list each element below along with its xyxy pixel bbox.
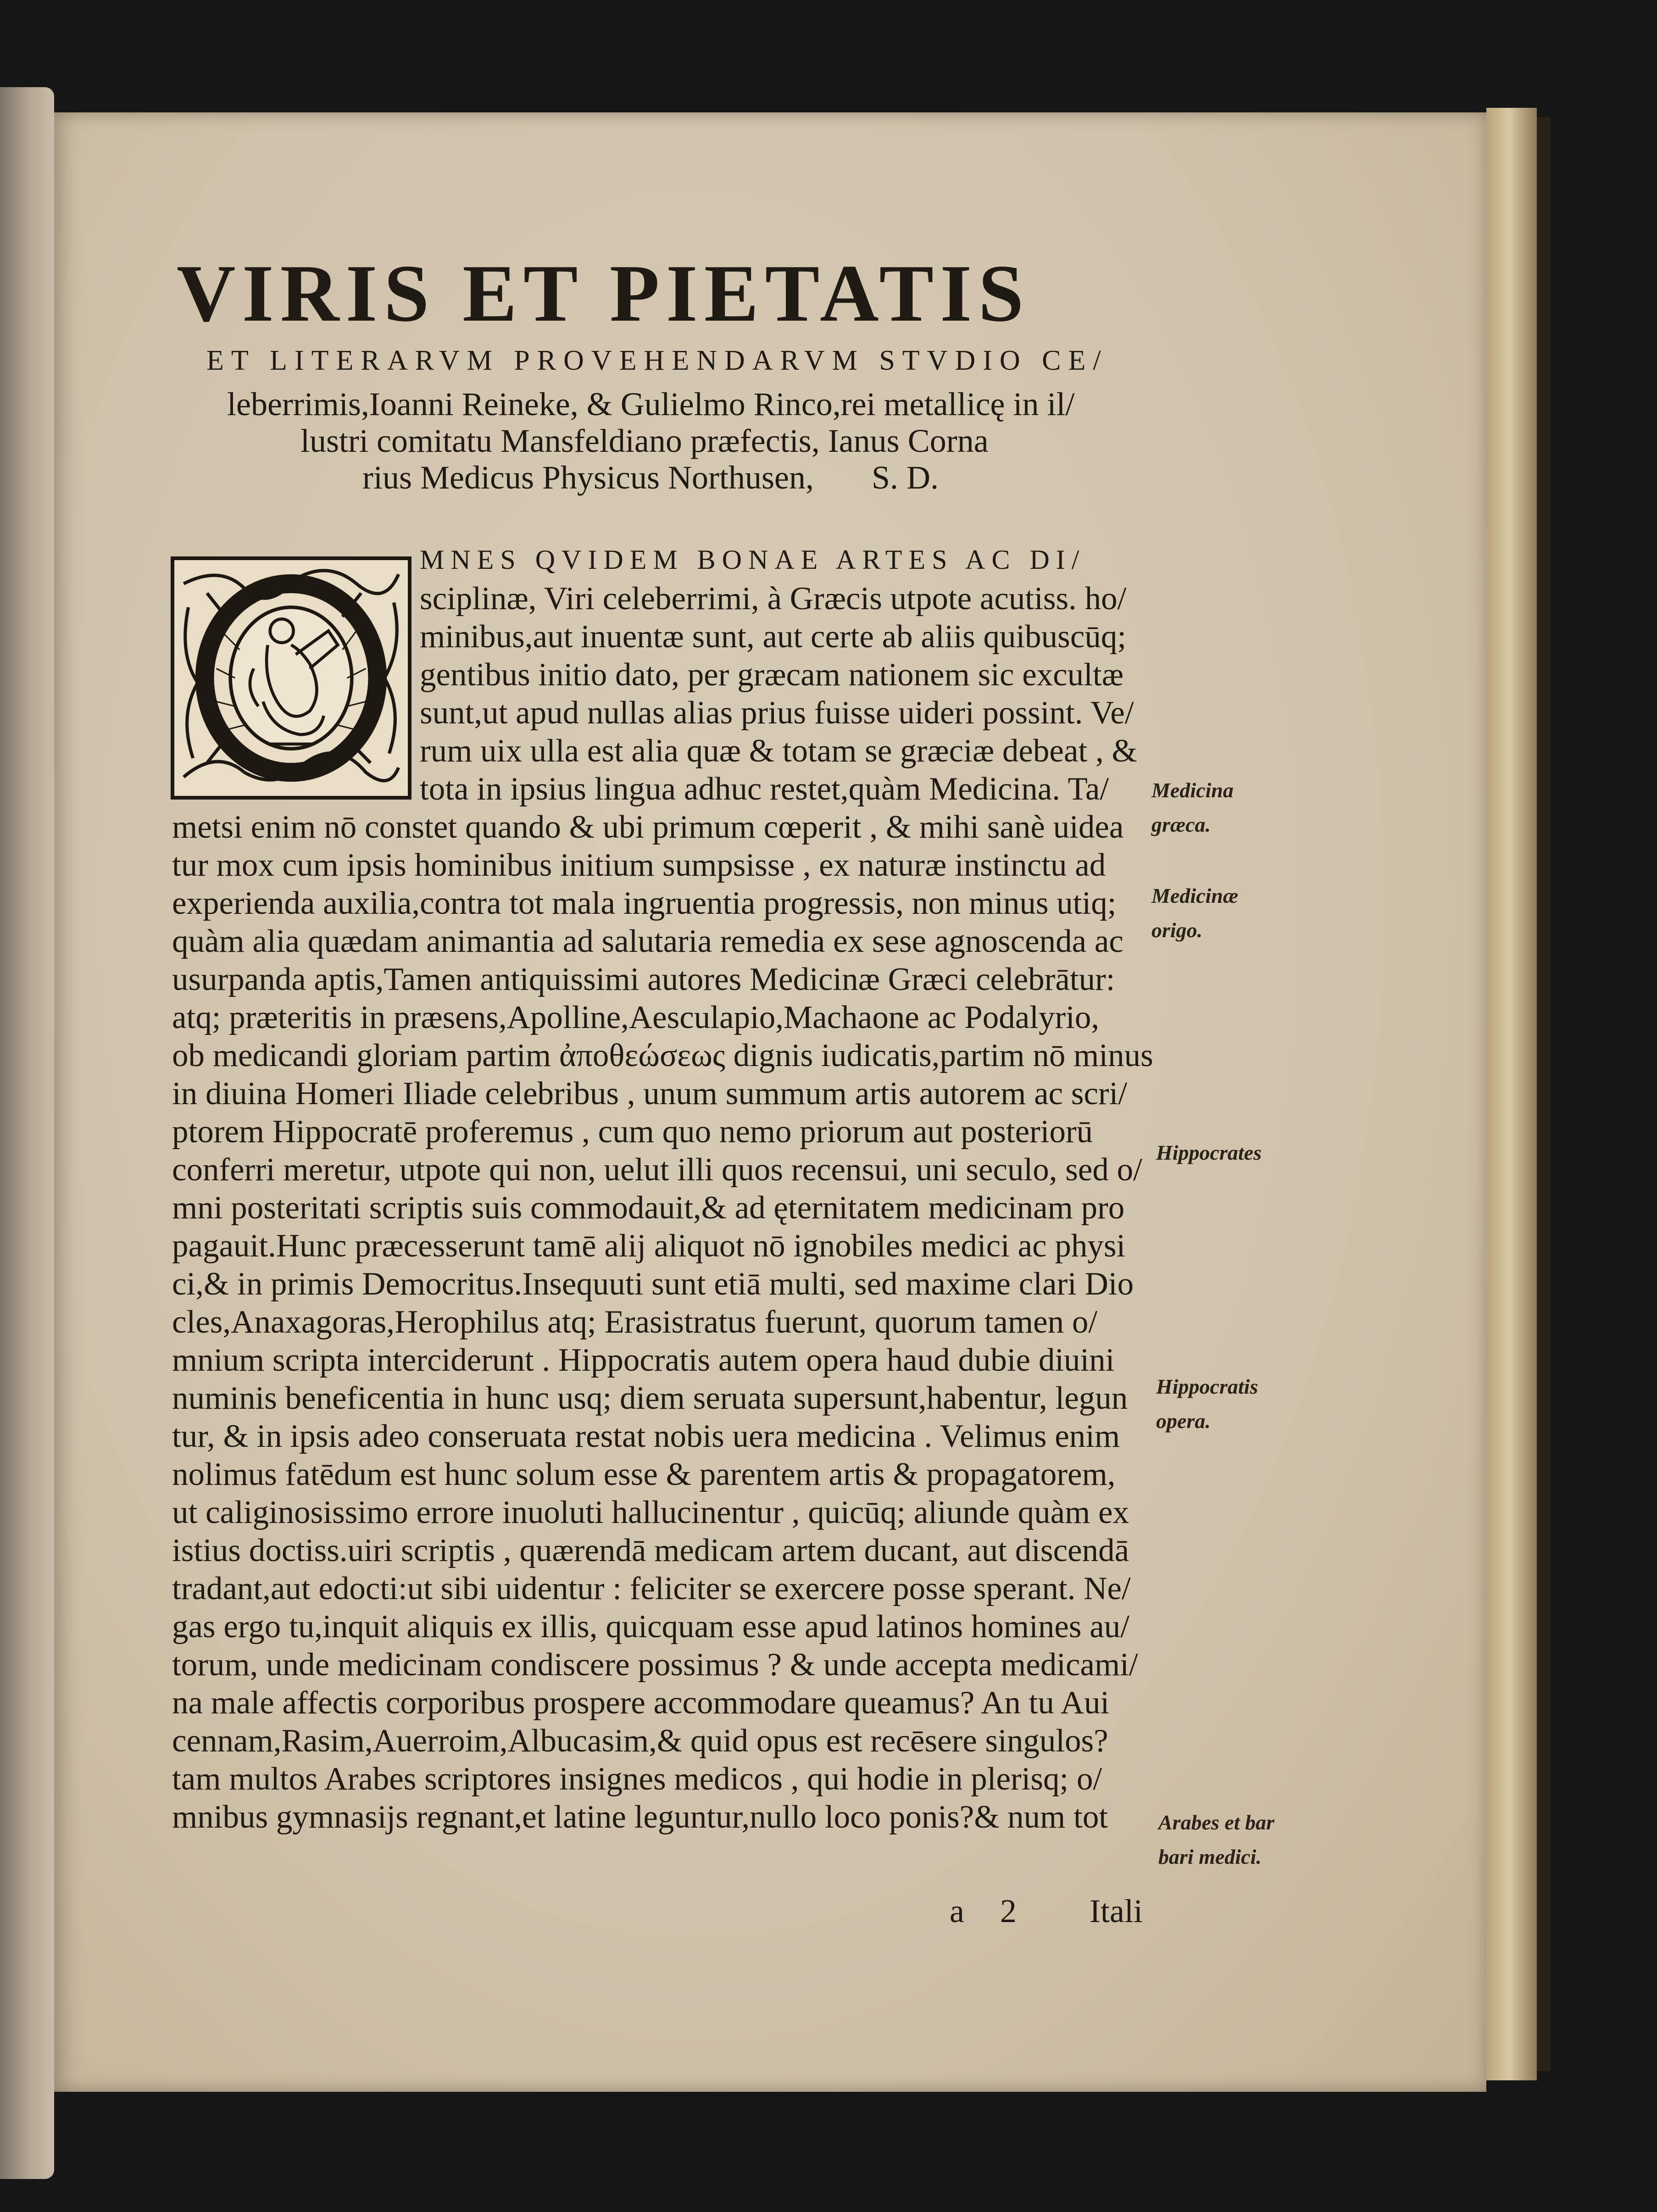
text-line-29: torum, unde medicinam condiscere possimus ? & unde accepta medicami/ (172, 1647, 1138, 1683)
woodcut-initial-icon (174, 560, 408, 796)
text-line-12: atq; præteritis in præsens,Apolline,Aesculapio,Machaone ac Podalyrio, (172, 1000, 1100, 1035)
text-line-26: istius doctiss.uiri scriptis , quærendā medicam artem ducant, aut discendā (172, 1533, 1129, 1568)
text-line-11: usurpanda aptis,Tamen antiquissimi autores Medicinæ Græci celebrātur: (172, 961, 1115, 997)
text-line-21: mnium scripta interciderunt . Hippocratis autem opera haud dubie diuini (172, 1342, 1115, 1378)
title-subline: ET LITERARVM PROVEHENDARVM STVDIO CE/ (206, 345, 1108, 376)
book-cover-edge (1486, 108, 1537, 2080)
text-line-31: cennam,Rasim,Auerroim,Albucasim,& quid opus est recēsere singulos? (172, 1723, 1108, 1759)
text-line-24: nolimus fatēdum est hunc solum esse & parentem artis & propagatorem, (172, 1456, 1116, 1492)
cover-shadow (1537, 117, 1551, 2071)
text-line-9: experienda auxilia,contra tot mala ingruentia progressis, non minus utiq; (172, 885, 1117, 921)
signature-mark: a 2 (950, 1893, 1030, 1929)
text-line-33: mnibus gymnasijs regnant,et latine leguntur,nullo loco ponis?& num tot (172, 1799, 1108, 1835)
dedication-line-1: leberrimis,Ioanni Reineke, & Gulielmo Rinco,rei metallicę in il/ (227, 386, 1075, 422)
text-line-6: tota in ipsius lingua adhuc restet,quàm Medicina. Ta/ (420, 771, 1109, 807)
marginal-note-2-line-1: Medicinæ (1151, 884, 1239, 907)
text-line-16: conferri meretur, utpote qui non, uelut illi quos recensui, uni seculo, sed o/ (172, 1152, 1142, 1188)
catchword: Itali (1090, 1893, 1143, 1929)
marginal-note-1-line-2: græca. (1151, 813, 1211, 836)
facing-page-edge (0, 87, 54, 2179)
marginal-note-5-line-1: Arabes et bar (1158, 1811, 1274, 1834)
text-line-7: metsi enim nō constet quando & ubi primum cœperit , & mihi sanè uidea (172, 809, 1124, 845)
text-line-8: tur mox cum ipsis hominibus initium sumpsisse , ex naturæ instinctu ad (172, 847, 1106, 883)
text-line-4: sunt,ut apud nullas alias prius fuisse uideri possint. Ve/ (420, 695, 1134, 731)
dedication-line-2: lustri comitatu Mansfeldiano præfectis, Ianus Corna (300, 422, 989, 459)
dedication-salutation: S. D. (872, 459, 939, 496)
text-line-28: gas ergo tu,inquit aliquis ex illis, quicquam esse apud latinos homines au/ (172, 1609, 1129, 1645)
text-line-23: tur, & in ipsis adeo conseruata restat nobis uera medicina . Velimus enim (172, 1418, 1120, 1454)
text-line-18: pagauit.Hunc præcesserunt tamē alij aliquot nō ignobiles medici ac physi (172, 1228, 1126, 1264)
text-line-13: ob medicandi gloriam partim ἀποθεώσεως dignis iudicatis,partim nō minus (172, 1038, 1153, 1073)
marginal-note-4-line-2: opera. (1156, 1409, 1211, 1433)
text-line-5: rum uix ulla est alia quæ & totam se græciæ debeat , & (420, 733, 1137, 769)
text-line-10: quàm alia quædam animantia ad salutaria remedia ex sese agnoscenda ac (172, 923, 1123, 959)
marginal-note-4-line-1: Hippocratis (1156, 1375, 1258, 1398)
marginal-note-2-line-2: origo. (1151, 918, 1203, 942)
text-line-19: ci,& in primis Democritus.Insequuti sunt etiā multi, sed maxime clari Dio (172, 1266, 1134, 1302)
text-line-30: na male affectis corporibus prospere accommodare queamus? An tu Aui (172, 1685, 1110, 1721)
text-line-1: sciplinæ, Viri celeberrimi, à Græcis utpote acutiss. ho/ (420, 581, 1127, 617)
text-line-14: in diuina Homeri Iliade celebribus , unum summum artis autorem ac scri/ (172, 1076, 1128, 1112)
text-line-22: numinis beneficentia in hunc usq; diem seruata supersunt,habentur, legun (172, 1380, 1128, 1416)
text-line-2: minibus,aut inuentæ sunt, aut certe ab aliis quibuscūq; (420, 619, 1127, 655)
text-line-17: mni posteritati scriptis suis commodauit,& ad ęternitatem medicinam pro (172, 1190, 1125, 1226)
marginal-note-1-line-1: Medicina (1151, 778, 1234, 802)
marginal-note-5-line-2: bari medici. (1158, 1845, 1262, 1868)
decorated-initial-o (171, 556, 411, 800)
dedication-line-3: rius Medicus Physicus Northusen, (362, 459, 814, 496)
text-line-15: ptorem Hippocratē proferemus , cum quo nemo priorum aut posteriorū (172, 1114, 1093, 1150)
text-line-32: tam multos Arabes scriptores insignes medicos , qui hodie in plerisq; o/ (172, 1761, 1102, 1797)
page-title: VIRIS ET PIETATIS (177, 248, 1030, 339)
text-line-27: tradant,aut edocti:ut sibi uidentur : feliciter se exercere posse sperant. Ne/ (172, 1571, 1131, 1606)
opening-caps-line: MNES QVIDEM BONAE ARTES AC DI/ (420, 545, 1086, 575)
text-line-25: ut caliginosissimo errore inuoluti hallucinentur , quicūq; aliunde quàm ex (172, 1495, 1129, 1530)
marginal-note-3-line-1: Hippocrates (1156, 1141, 1262, 1164)
text-line-20: cles,Anaxagoras,Herophilus atq; Erasistratus fuerunt, quorum tamen o/ (172, 1304, 1098, 1340)
text-line-3: gentibus initio dato, per græcam nationem sic excultæ (420, 657, 1124, 693)
